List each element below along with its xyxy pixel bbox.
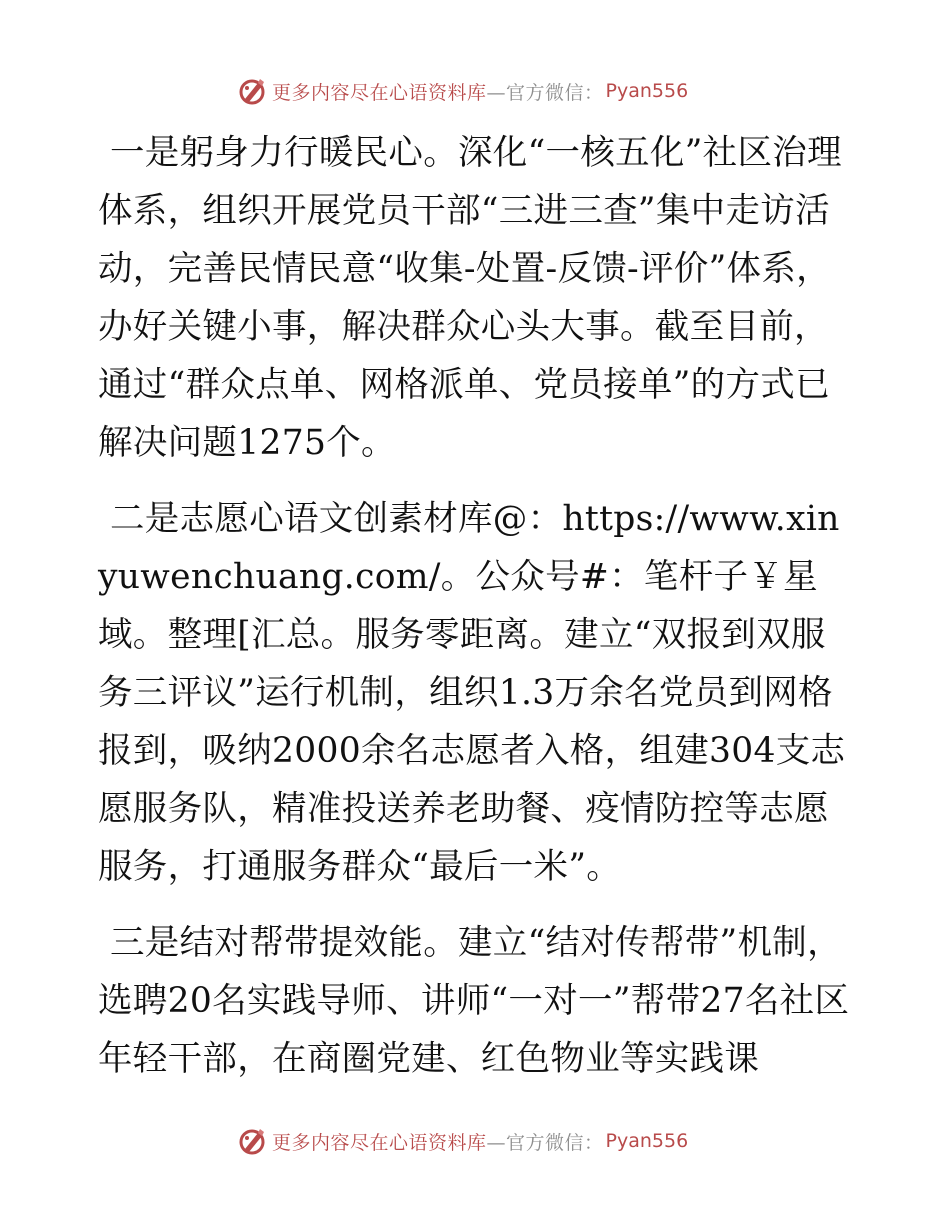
brand-logo-icon	[236, 75, 268, 107]
paragraph-two: 二是志愿心语文创素材库@：https://www.xinyuwenchuang.com/。公众号#：笔杆子￥星域。整理[汇总。服务零距离。建立“双报到双服务三评议”运行机制，组织1.3万余名党员到网格报到，吸纳2000余名志愿者入格，组建304支志愿服务队，精准投送养老助餐、疫情防控等志愿服务，打通服务群众“最后一米”。	[98, 499, 846, 887]
watermark-wechat-id: Pyan556	[605, 1130, 689, 1152]
watermark-brand-text: 更多内容尽在心语资料库	[272, 1131, 487, 1154]
paragraph-three: 三是结对帮带提效能。建立“结对传帮带”机制，选聘20名实践导师、讲师“一对一”帮带27名社区年轻干部，在商圈党建、红色物业等实践课	[98, 923, 850, 1079]
watermark-brand-text: 更多内容尽在心语资料库	[272, 81, 487, 104]
watermark-wechat-id: Pyan556	[605, 80, 689, 102]
header-watermark	[236, 74, 688, 108]
footer-watermark	[236, 1124, 688, 1158]
paragraph-one: 一是躬身力行暖民心。深化“一核五化”社区治理体系，组织开展党员干部“三进三查”集中走访活动，完善民情民意“收集-处置-反馈-评价”体系，办好关键小事，解决群众心头大事。截至目前，通过“群众点单、网格派单、党员接单”的方式已解决问题1275个。	[98, 133, 842, 463]
watermark-separator-text: —官方微信：	[486, 81, 604, 104]
document-body	[98, 124, 858, 1106]
brand-logo-icon	[236, 1125, 268, 1157]
watermark-separator-text: —官方微信：	[486, 1131, 604, 1154]
